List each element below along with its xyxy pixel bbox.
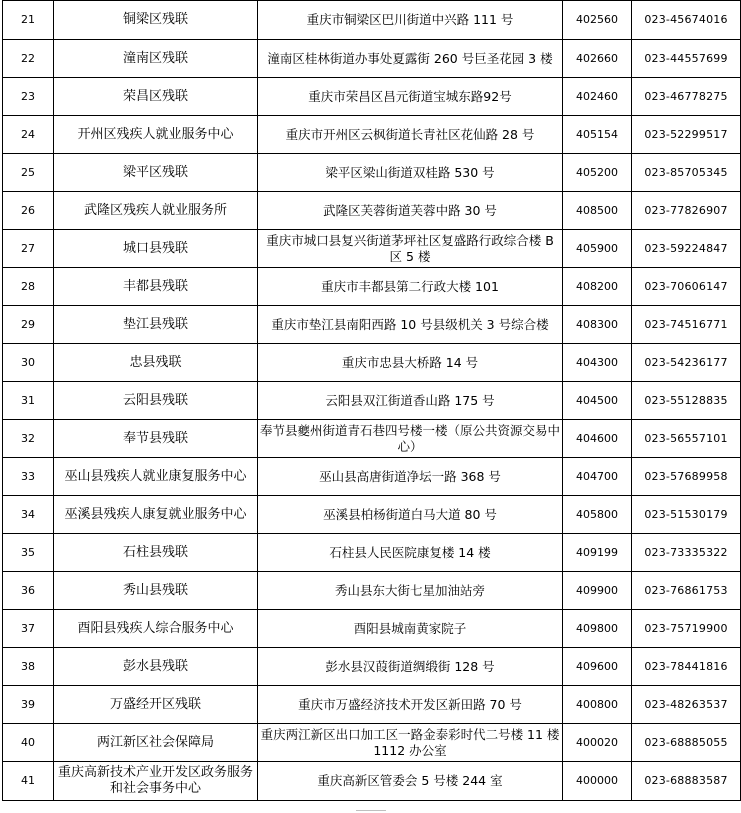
row-index: 36 bbox=[3, 572, 54, 610]
table-row bbox=[3, 230, 741, 268]
table-row bbox=[3, 306, 741, 344]
table-row bbox=[3, 116, 741, 154]
org-name: 丰都县残联 bbox=[54, 268, 258, 306]
org-address: 重庆市垫江县南阳西路 10 号县级机关 3 号综合楼 bbox=[258, 306, 563, 344]
phone-number: 023-46778275 bbox=[632, 78, 741, 116]
postal-code: 409600 bbox=[563, 648, 632, 686]
org-name: 巫山县残疾人就业康复服务中心 bbox=[54, 458, 258, 496]
postal-code: 408200 bbox=[563, 268, 632, 306]
phone-number: 023-52299517 bbox=[632, 116, 741, 154]
phone-number: 023-55128835 bbox=[632, 382, 741, 420]
org-name: 重庆高新技术产业开发区政务服务和社会事务中心 bbox=[54, 762, 258, 801]
organization-table bbox=[2, 0, 741, 801]
phone-number: 023-56557101 bbox=[632, 420, 741, 458]
org-name: 梁平区残联 bbox=[54, 154, 258, 192]
org-address: 重庆市荣昌区昌元街道宝城东路92号 bbox=[258, 78, 563, 116]
phone-number: 023-70606147 bbox=[632, 268, 741, 306]
org-name: 石柱县残联 bbox=[54, 534, 258, 572]
table-row bbox=[3, 724, 741, 762]
postal-code: 400020 bbox=[563, 724, 632, 762]
phone-number: 023-48263537 bbox=[632, 686, 741, 724]
org-name: 潼南区残联 bbox=[54, 40, 258, 78]
table-row bbox=[3, 534, 741, 572]
org-address: 彭水县汉葭街道绸缎街 128 号 bbox=[258, 648, 563, 686]
table-row bbox=[3, 648, 741, 686]
row-index: 39 bbox=[3, 686, 54, 724]
org-address: 巫山县高唐街道净坛一路 368 号 bbox=[258, 458, 563, 496]
table-row bbox=[3, 382, 741, 420]
phone-number: 023-54236177 bbox=[632, 344, 741, 382]
postal-code: 402560 bbox=[563, 1, 632, 40]
row-index: 35 bbox=[3, 534, 54, 572]
org-name: 云阳县残联 bbox=[54, 382, 258, 420]
row-index: 29 bbox=[3, 306, 54, 344]
postal-code: 405900 bbox=[563, 230, 632, 268]
table-row bbox=[3, 686, 741, 724]
org-name: 忠县残联 bbox=[54, 344, 258, 382]
org-address: 石柱县人民医院康复楼 14 楼 bbox=[258, 534, 563, 572]
table-row bbox=[3, 192, 741, 230]
org-address: 重庆高新区管委会 5 号楼 244 室 bbox=[258, 762, 563, 801]
table-row bbox=[3, 420, 741, 458]
phone-number: 023-73335322 bbox=[632, 534, 741, 572]
postal-code: 408500 bbox=[563, 192, 632, 230]
table-row bbox=[3, 610, 741, 648]
postal-code: 409900 bbox=[563, 572, 632, 610]
table-row bbox=[3, 1, 741, 40]
org-address: 巫溪县柏杨街道白马大道 80 号 bbox=[258, 496, 563, 534]
org-address: 重庆市丰都县第二行政大楼 101 bbox=[258, 268, 563, 306]
phone-number: 023-75719900 bbox=[632, 610, 741, 648]
postal-code: 404500 bbox=[563, 382, 632, 420]
org-address: 重庆两江新区出口加工区一路金泰彩时代二号楼 11 楼 1112 办公室 bbox=[258, 724, 563, 762]
row-index: 24 bbox=[3, 116, 54, 154]
row-index: 37 bbox=[3, 610, 54, 648]
row-index: 27 bbox=[3, 230, 54, 268]
row-index: 31 bbox=[3, 382, 54, 420]
row-index: 23 bbox=[3, 78, 54, 116]
phone-number: 023-74516771 bbox=[632, 306, 741, 344]
row-index: 41 bbox=[3, 762, 54, 801]
phone-number: 023-51530179 bbox=[632, 496, 741, 534]
org-address: 酉阳县城南黄家院子 bbox=[258, 610, 563, 648]
row-index: 22 bbox=[3, 40, 54, 78]
postal-code: 404300 bbox=[563, 344, 632, 382]
org-name: 巫溪县残疾人康复就业服务中心 bbox=[54, 496, 258, 534]
postal-code: 409199 bbox=[563, 534, 632, 572]
table-row bbox=[3, 40, 741, 78]
org-name: 两江新区社会保障局 bbox=[54, 724, 258, 762]
org-name: 开州区残疾人就业服务中心 bbox=[54, 116, 258, 154]
postal-code: 404700 bbox=[563, 458, 632, 496]
postal-code: 400000 bbox=[563, 762, 632, 801]
postal-code: 408300 bbox=[563, 306, 632, 344]
phone-number: 023-85705345 bbox=[632, 154, 741, 192]
phone-number: 023-68885055 bbox=[632, 724, 741, 762]
org-address: 重庆市城口县复兴街道茅坪社区复盛路行政综合楼 B 区 5 楼 bbox=[258, 230, 563, 268]
org-name: 城口县残联 bbox=[54, 230, 258, 268]
table-row bbox=[3, 78, 741, 116]
table-row bbox=[3, 344, 741, 382]
org-address: 秀山县东大街七星加油站旁 bbox=[258, 572, 563, 610]
row-index: 32 bbox=[3, 420, 54, 458]
org-name: 奉节县残联 bbox=[54, 420, 258, 458]
org-address: 重庆市忠县大桥路 14 号 bbox=[258, 344, 563, 382]
row-index: 25 bbox=[3, 154, 54, 192]
page-bottom-mark bbox=[356, 810, 386, 811]
org-address: 武隆区芙蓉街道芙蓉中路 30 号 bbox=[258, 192, 563, 230]
org-address: 重庆市万盛经济技术开发区新田路 70 号 bbox=[258, 686, 563, 724]
table-row bbox=[3, 154, 741, 192]
table-row bbox=[3, 458, 741, 496]
table-row bbox=[3, 572, 741, 610]
org-name: 垫江县残联 bbox=[54, 306, 258, 344]
table-row bbox=[3, 762, 741, 801]
org-name: 武隆区残疾人就业服务所 bbox=[54, 192, 258, 230]
phone-number: 023-78441816 bbox=[632, 648, 741, 686]
org-name: 秀山县残联 bbox=[54, 572, 258, 610]
org-name: 万盛经开区残联 bbox=[54, 686, 258, 724]
phone-number: 023-77826907 bbox=[632, 192, 741, 230]
postal-code: 405200 bbox=[563, 154, 632, 192]
org-address: 梁平区梁山街道双桂路 530 号 bbox=[258, 154, 563, 192]
postal-code: 400800 bbox=[563, 686, 632, 724]
org-name: 荣昌区残联 bbox=[54, 78, 258, 116]
org-address: 重庆市铜梁区巴川街道中兴路 111 号 bbox=[258, 1, 563, 40]
row-index: 38 bbox=[3, 648, 54, 686]
org-name: 酉阳县残疾人综合服务中心 bbox=[54, 610, 258, 648]
postal-code: 404600 bbox=[563, 420, 632, 458]
org-name: 彭水县残联 bbox=[54, 648, 258, 686]
row-index: 40 bbox=[3, 724, 54, 762]
row-index: 26 bbox=[3, 192, 54, 230]
table-row bbox=[3, 496, 741, 534]
org-address: 云阳县双江街道香山路 175 号 bbox=[258, 382, 563, 420]
row-index: 21 bbox=[3, 1, 54, 40]
phone-number: 023-76861753 bbox=[632, 572, 741, 610]
table-row bbox=[3, 268, 741, 306]
row-index: 30 bbox=[3, 344, 54, 382]
org-address: 重庆市开州区云枫街道长青社区花仙路 28 号 bbox=[258, 116, 563, 154]
phone-number: 023-68883587 bbox=[632, 762, 741, 801]
phone-number: 023-45674016 bbox=[632, 1, 741, 40]
postal-code: 405154 bbox=[563, 116, 632, 154]
row-index: 34 bbox=[3, 496, 54, 534]
row-index: 33 bbox=[3, 458, 54, 496]
org-address: 潼南区桂林街道办事处夏露街 260 号巨圣花园 3 楼 bbox=[258, 40, 563, 78]
postal-code: 409800 bbox=[563, 610, 632, 648]
org-address: 奉节县夔州街道青石巷四号楼一楼（原公共资源交易中心） bbox=[258, 420, 563, 458]
phone-number: 023-57689958 bbox=[632, 458, 741, 496]
phone-number: 023-59224847 bbox=[632, 230, 741, 268]
table-body bbox=[3, 1, 741, 801]
postal-code: 405800 bbox=[563, 496, 632, 534]
phone-number: 023-44557699 bbox=[632, 40, 741, 78]
row-index: 28 bbox=[3, 268, 54, 306]
postal-code: 402660 bbox=[563, 40, 632, 78]
postal-code: 402460 bbox=[563, 78, 632, 116]
org-name: 铜梁区残联 bbox=[54, 1, 258, 40]
